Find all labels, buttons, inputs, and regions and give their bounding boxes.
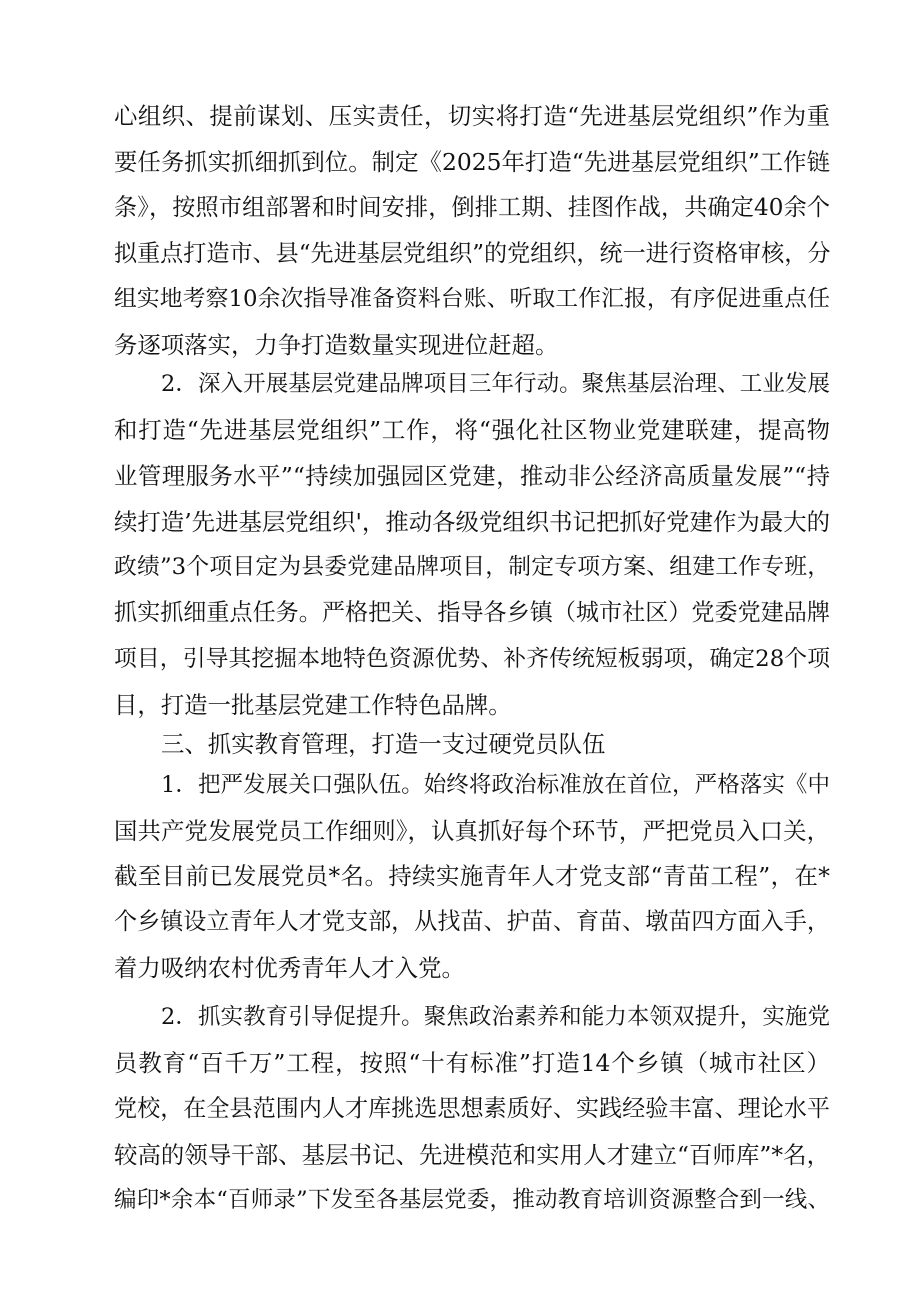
text-line: 截至目前已发展党员*名。持续实施青年人才党支部“青苗工程”，在* xyxy=(114,862,830,890)
text-line: 业管理服务水平”“持续加强园区党建，推动非公经济高质量发展”“持 xyxy=(114,462,830,490)
text-line: 编印*余本“百师录”下发至各基层党委，推动教育培训资源整合到一线、 xyxy=(114,1187,830,1213)
text-line: 着力吸纳农村优秀青年人才入党。 xyxy=(114,954,465,982)
text-line: 要任务抓实抓细抓到位。制定《2025年打造“先进基层党组织”工作链 xyxy=(114,148,830,176)
text-line: 和打造“先进基层党组织”工作，将“强化社区物业党建联建，提高物 xyxy=(114,416,830,444)
text-line: 政绩”3个项目定为县委党建品牌项目，制定专项方案、组建工作专班， xyxy=(114,554,830,580)
text-line: 较高的领导干部、基层书记、先进模范和实用人才建立“百师库”*名， xyxy=(114,1141,830,1169)
paragraph-first-line: 1．把严发展关口强队伍。始终将政治标准放在首位，严格落实《中 xyxy=(161,772,830,798)
text-line: 续打造’先进基层党组织'，推动各级党组织书记把抓好党建作为最大的 xyxy=(114,508,830,536)
text-line: 个乡镇设立青年人才党支部，从找苗、护苗、育苗、墩苗四方面入手， xyxy=(114,909,830,935)
text-line: 目，打造一批基层党建工作特色品牌。 xyxy=(114,691,512,719)
text-line: 拟重点打造市、县“先进基层党组织”的党组织，统一进行资格审核，分 xyxy=(114,241,831,267)
paragraph-first-line: 2．抓实教育引导促提升。聚焦政治素养和能力本领双提升，实施党 xyxy=(161,1004,830,1030)
text-line: 项目，引导其挖掘本地特色资源优势、补齐传统短板弱项，确定28个项 xyxy=(114,646,830,672)
text-line: 党校，在全县范围内人才库挑选思想素质好、实践经验丰富、理论水平 xyxy=(114,1096,830,1122)
text-line: 条》，按照市组部署和时间安排，倒排工期、挂图作战，共确定40余个 xyxy=(114,195,830,221)
paragraph-first-line: 2．深入开展基层党建品牌项目三年行动。聚焦基层治理、工业发展 xyxy=(161,371,830,397)
text-line: 国共产党发展党员工作细则》，认真抓好每个环节，严把党员入口关， xyxy=(114,817,830,845)
text-line: 心组织、提前谋划、压实责任，切实将打造“先进基层党组织”作为重 xyxy=(114,102,830,130)
text-line: 组实地考察10余次指导准备资料台账、听取工作汇报，有序促进重点任 xyxy=(114,286,830,312)
text-line: 抓实抓细重点任务。严格把关、指导各乡镇（城市社区）党委党建品牌 xyxy=(114,600,830,626)
text-line: 员教育“百千万”工程，按照“十有标准”打造14个乡镇（城市社区） xyxy=(114,1049,830,1077)
section-heading: 三、抓实教育管理，打造一支过硬党员队伍 xyxy=(161,730,606,758)
text-line: 务逐项落实，力争打造数量实现进位赶超。 xyxy=(114,331,559,359)
